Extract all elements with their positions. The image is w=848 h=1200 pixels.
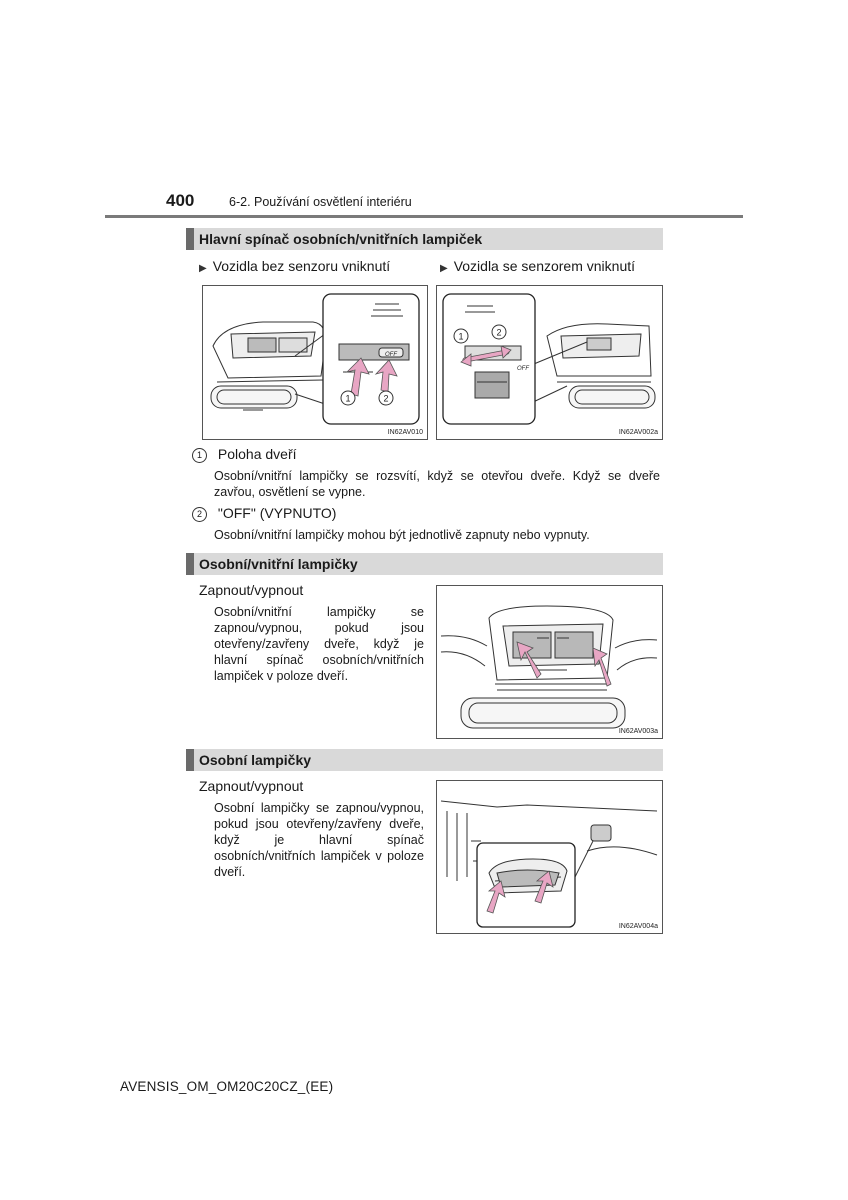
item-description: Osobní/vnitřní lampičky se rozsvítí, když se otevřou dveře. Když se dveře zavřou, osvětlení se vypne. [214, 469, 660, 499]
document-id: AVENSIS_OM_OM20C20CZ_(EE) [120, 1079, 334, 1094]
section-title-interior-lights: Osobní/vnitřní lampičky [186, 553, 663, 575]
off-label-right: OFF [517, 366, 529, 372]
vehicle-label-with-sensor: ▶ Vozidla se senzorem vniknutí [440, 258, 636, 274]
figure-switch-without-sensor [202, 285, 428, 440]
header-rule [105, 215, 743, 218]
off-label: OFF [385, 352, 397, 358]
subheading-on-off: Zapnout/vypnout [199, 582, 304, 598]
triangle-bullet-icon: ▶ [199, 263, 207, 274]
figure-interior-lights [436, 585, 663, 739]
item-number: 2 [192, 507, 207, 522]
figure-code: IN62AV010 [387, 429, 423, 436]
figure-code: IN62AV002a [618, 429, 658, 436]
callout-2: 2 [383, 393, 389, 404]
figure-code: IN62AV003a [618, 728, 658, 735]
triangle-bullet-icon: ▶ [440, 263, 448, 274]
figure-code: IN62AV004a [618, 923, 658, 930]
item-description: Osobní/vnitřní lampičky mohou být jednotlivě zapnuty nebo vypnuty. [214, 528, 590, 542]
callout-1-right: 1 [458, 331, 464, 342]
subheading-on-off: Zapnout/vypnout [199, 778, 304, 794]
figure-personal-lights [436, 780, 663, 934]
figure-switch-with-sensor [436, 285, 663, 440]
section-title-main-switch: Hlavní spínač osobních/vnitřních lampiček [186, 228, 663, 250]
item-title: "OFF" (VYPNUTO) [217, 505, 337, 521]
item-title: Poloha dveří [217, 446, 297, 462]
item-off [192, 505, 336, 522]
section-title-personal-lights: Osobní lampičky [186, 749, 663, 771]
item-number: 1 [192, 448, 207, 463]
running-head: 6-2. Používání osvětlení interiéru [229, 195, 412, 209]
vehicle-label-without-sensor: ▶ Vozidla bez senzoru vniknutí [199, 258, 391, 274]
section-body-text: Osobní lampičky se zapnou/vypnou, pokud jsou otevřeny/zavřeny dveře, když je hlavní spínač osobních/vnitřních lampiček v poloze dveří. [214, 801, 424, 879]
callout-1: 1 [345, 393, 351, 404]
section-body-text: Osobní/vnitřní lampičky se zapnou/vypnou, pokud jsou otevřeny/zavřeny dveře, když je hlavní spínač osobních/vnitřních lampiček v poloze dveří. [214, 605, 424, 683]
callout-2-right: 2 [496, 327, 502, 338]
item-door-position [192, 446, 297, 463]
page-number: 400 [166, 191, 195, 210]
